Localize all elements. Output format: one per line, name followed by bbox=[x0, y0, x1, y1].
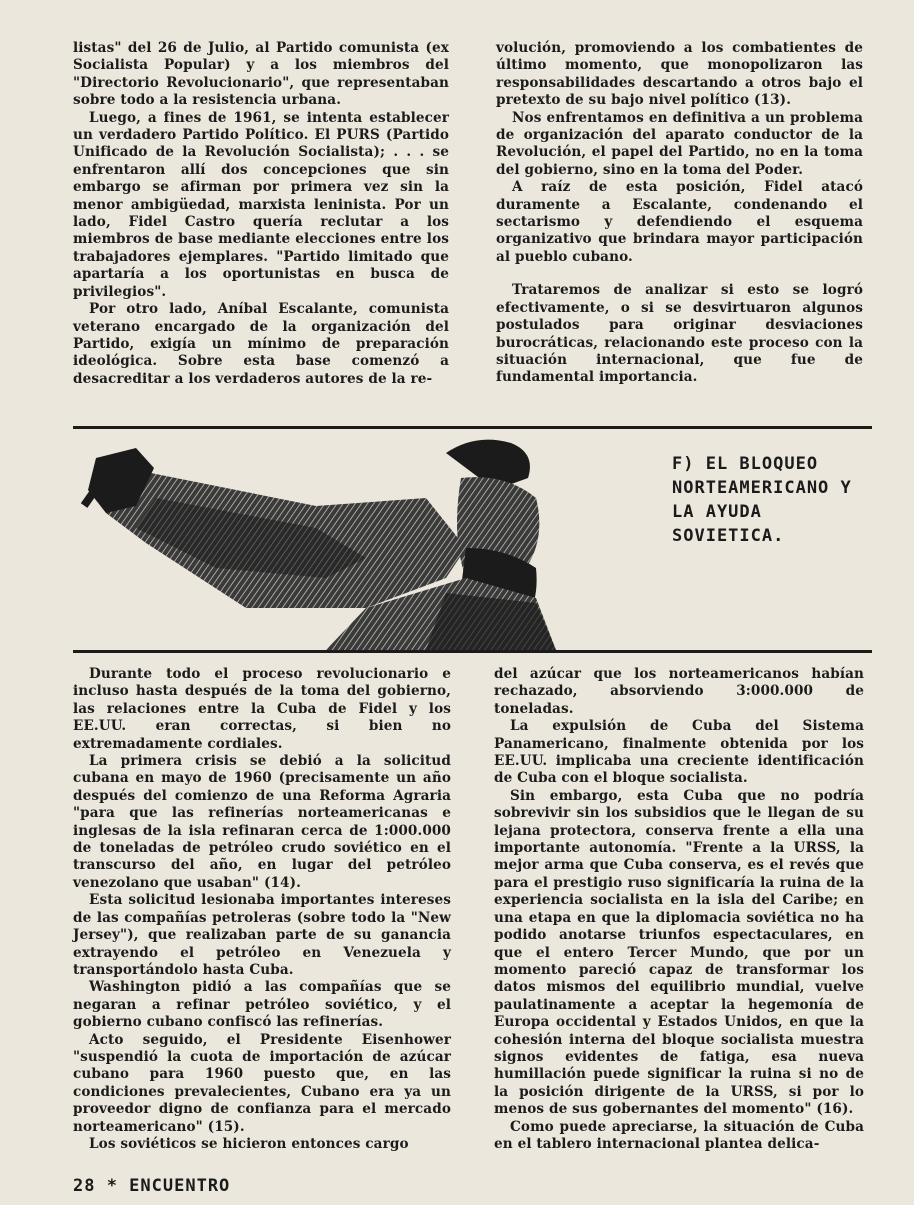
paragraph: volución, promoviendo a los combatientes de último momento, que monopolizaron las responsabilidades descartando a otros bajo el pretexto de su bajo nivel político (13). bbox=[496, 40, 863, 109]
paragraph: A raíz de esta posición, Fidel atacó duramente a Escalante, condenando el sectarismo y defendiendo el esquema organizativo que brindara mayor participación al pueblo cubano. bbox=[496, 179, 863, 265]
paragraph: Sin embargo, esta Cuba que no podría sobrevivir sin los subsidios que le llegan de su lejana protectora, conserva frente a ella una importante autonomía. "Frente a la URSS, la mejor arma que Cuba conserva, es el revés que para el prestigio ruso significaría la ruina de la experiencia socialista en la isla del Caribe; en una etapa en que la diplomacia soviética no ha podido anotarse triunfos espectaculares, en que el entero Tercer Mundo, que por un momento pareció capaz de transformar los datos mismos del equilibrio mundial, vuelve paulatinamente a aceptar la hegemonía de Europa occidental y Estados Unidos, en que la cohesión interna del bloque socialista muestra signos evidentes de fatiga, esa nueva humillación puede significar la ruina si no de la posición dirigente de la URSS, si por lo menos de sus gobernantes del momento" (16). bbox=[494, 787, 864, 1118]
paragraph: Los soviéticos se hicieron entonces cargo bbox=[89, 1135, 409, 1152]
section-title-line: SOVIETICA. bbox=[672, 526, 785, 546]
paragraph: Por otro lado, Aníbal Escalante, comunista veterano encargado de la organización del Partido, exigía un mínimo de preparación ideológica. Sobre esta base comenzó a desacreditar a los verdaderos autores de la re- bbox=[73, 301, 449, 387]
paragraph: del azúcar que los norteamericanos habían rechazado, absorviendo 3:000.000 de toneladas. bbox=[494, 666, 864, 717]
paragraph: listas" del 26 de Julio, al Partido comunista (ex Socialista Popular) y a los miembros del "Directorio Revolucionario", que representaban sobre todo a la resistencia urbana. bbox=[73, 40, 449, 109]
paragraph: Esta solicitud lesionaba importantes intereses de las compañías petroleras (sobre todo la "New Jersey"), que realizaban parte de su ganancia extrayendo el petróleo en Venezuela y transportándolo hasta Cuba. bbox=[73, 892, 451, 978]
paragraph: La expulsión de Cuba del Sistema Panamericano, finalmente obtenida por los EE.UU. implicaba una creciente identificación de Cuba con el bloque socialista. bbox=[494, 718, 864, 787]
paragraph: Como puede apreciarse, la situación de Cuba en el tablero internacional plantea delica- bbox=[494, 1118, 864, 1152]
paragraph: Nos enfrentamos en definitiva a un problema de organización del aparato conductor de la Revolución, el papel del Partido, no en la toma del gobierno, sino en la toma del Poder. bbox=[496, 109, 863, 178]
divider-bottom bbox=[73, 650, 872, 653]
column-top-right bbox=[496, 40, 863, 387]
paragraph: Trataremos de analizar si esto se logró efectivamente, o si se desvirtuaron algunos postulados para originar desviaciones burocráticas, relacionando este proceso con la situación internacional, que fue de fundamental importancia. bbox=[496, 282, 863, 386]
section-title-line: LA AYUDA bbox=[672, 502, 762, 522]
page-footer: 28 * ENCUENTRO bbox=[73, 1176, 231, 1196]
column-bottom-left bbox=[73, 666, 451, 1153]
paragraph: Washington pidió a las compañías que se negaran a refinar petróleo soviético, y el gobierno cubano confiscó las refinerías. bbox=[73, 979, 451, 1031]
section-title-line: NORTEAMERICANO Y bbox=[672, 478, 852, 498]
paragraph: La primera crisis se debió a la solicitud cubana en mayo de 1960 (precisamente un año después del comienzo de una Reforma Agraria "para que las refinerías norteamericanas e inglesas de la isla refinaran cerca de 1:000.000 de toneladas de petróleo crudo soviético en el transcurso del año, en lugar del petróleo venezolano que usaban" (14). bbox=[73, 753, 451, 891]
section-title-line: F) EL BLOQUEO bbox=[672, 454, 819, 474]
section-title bbox=[672, 452, 892, 548]
paragraph: Luego, a fines de 1961, se intenta establecer un verdadero Partido Político. El PURS (Partido Unificado de la Revolución Socialista); . . . se enfrentaron allí dos concepciones que sin embargo se afirman por primera vez sin la menor ambigüedad, marxista leninista. Por un lado, Fidel Castro quería reclutar a los miembros de base mediante elecciones entre los trabajadores ejemplares. "Partido limitado que apartaría a los oportunistas en busca de privilegios". bbox=[73, 109, 449, 300]
paragraph: Durante todo el proceso revolucionario e incluso hasta después de la toma del gobierno, las relaciones entre la Cuba de Fidel y los EE.UU. eran correctas, si bien no extremadamente cordiales. bbox=[73, 666, 451, 752]
column-bottom-right bbox=[494, 666, 864, 1153]
column-top-left bbox=[73, 40, 449, 388]
fidel-silhouette-illustration bbox=[66, 428, 556, 650]
paragraph: Acto seguido, el Presidente Eisenhower "suspendió la cuota de importación de azúcar cubano para 1960 puesto que, en las condiciones prevalecientes, Cubano era ya un proveedor digno de confianza para el mercado norteamericano" (15). bbox=[73, 1031, 451, 1135]
